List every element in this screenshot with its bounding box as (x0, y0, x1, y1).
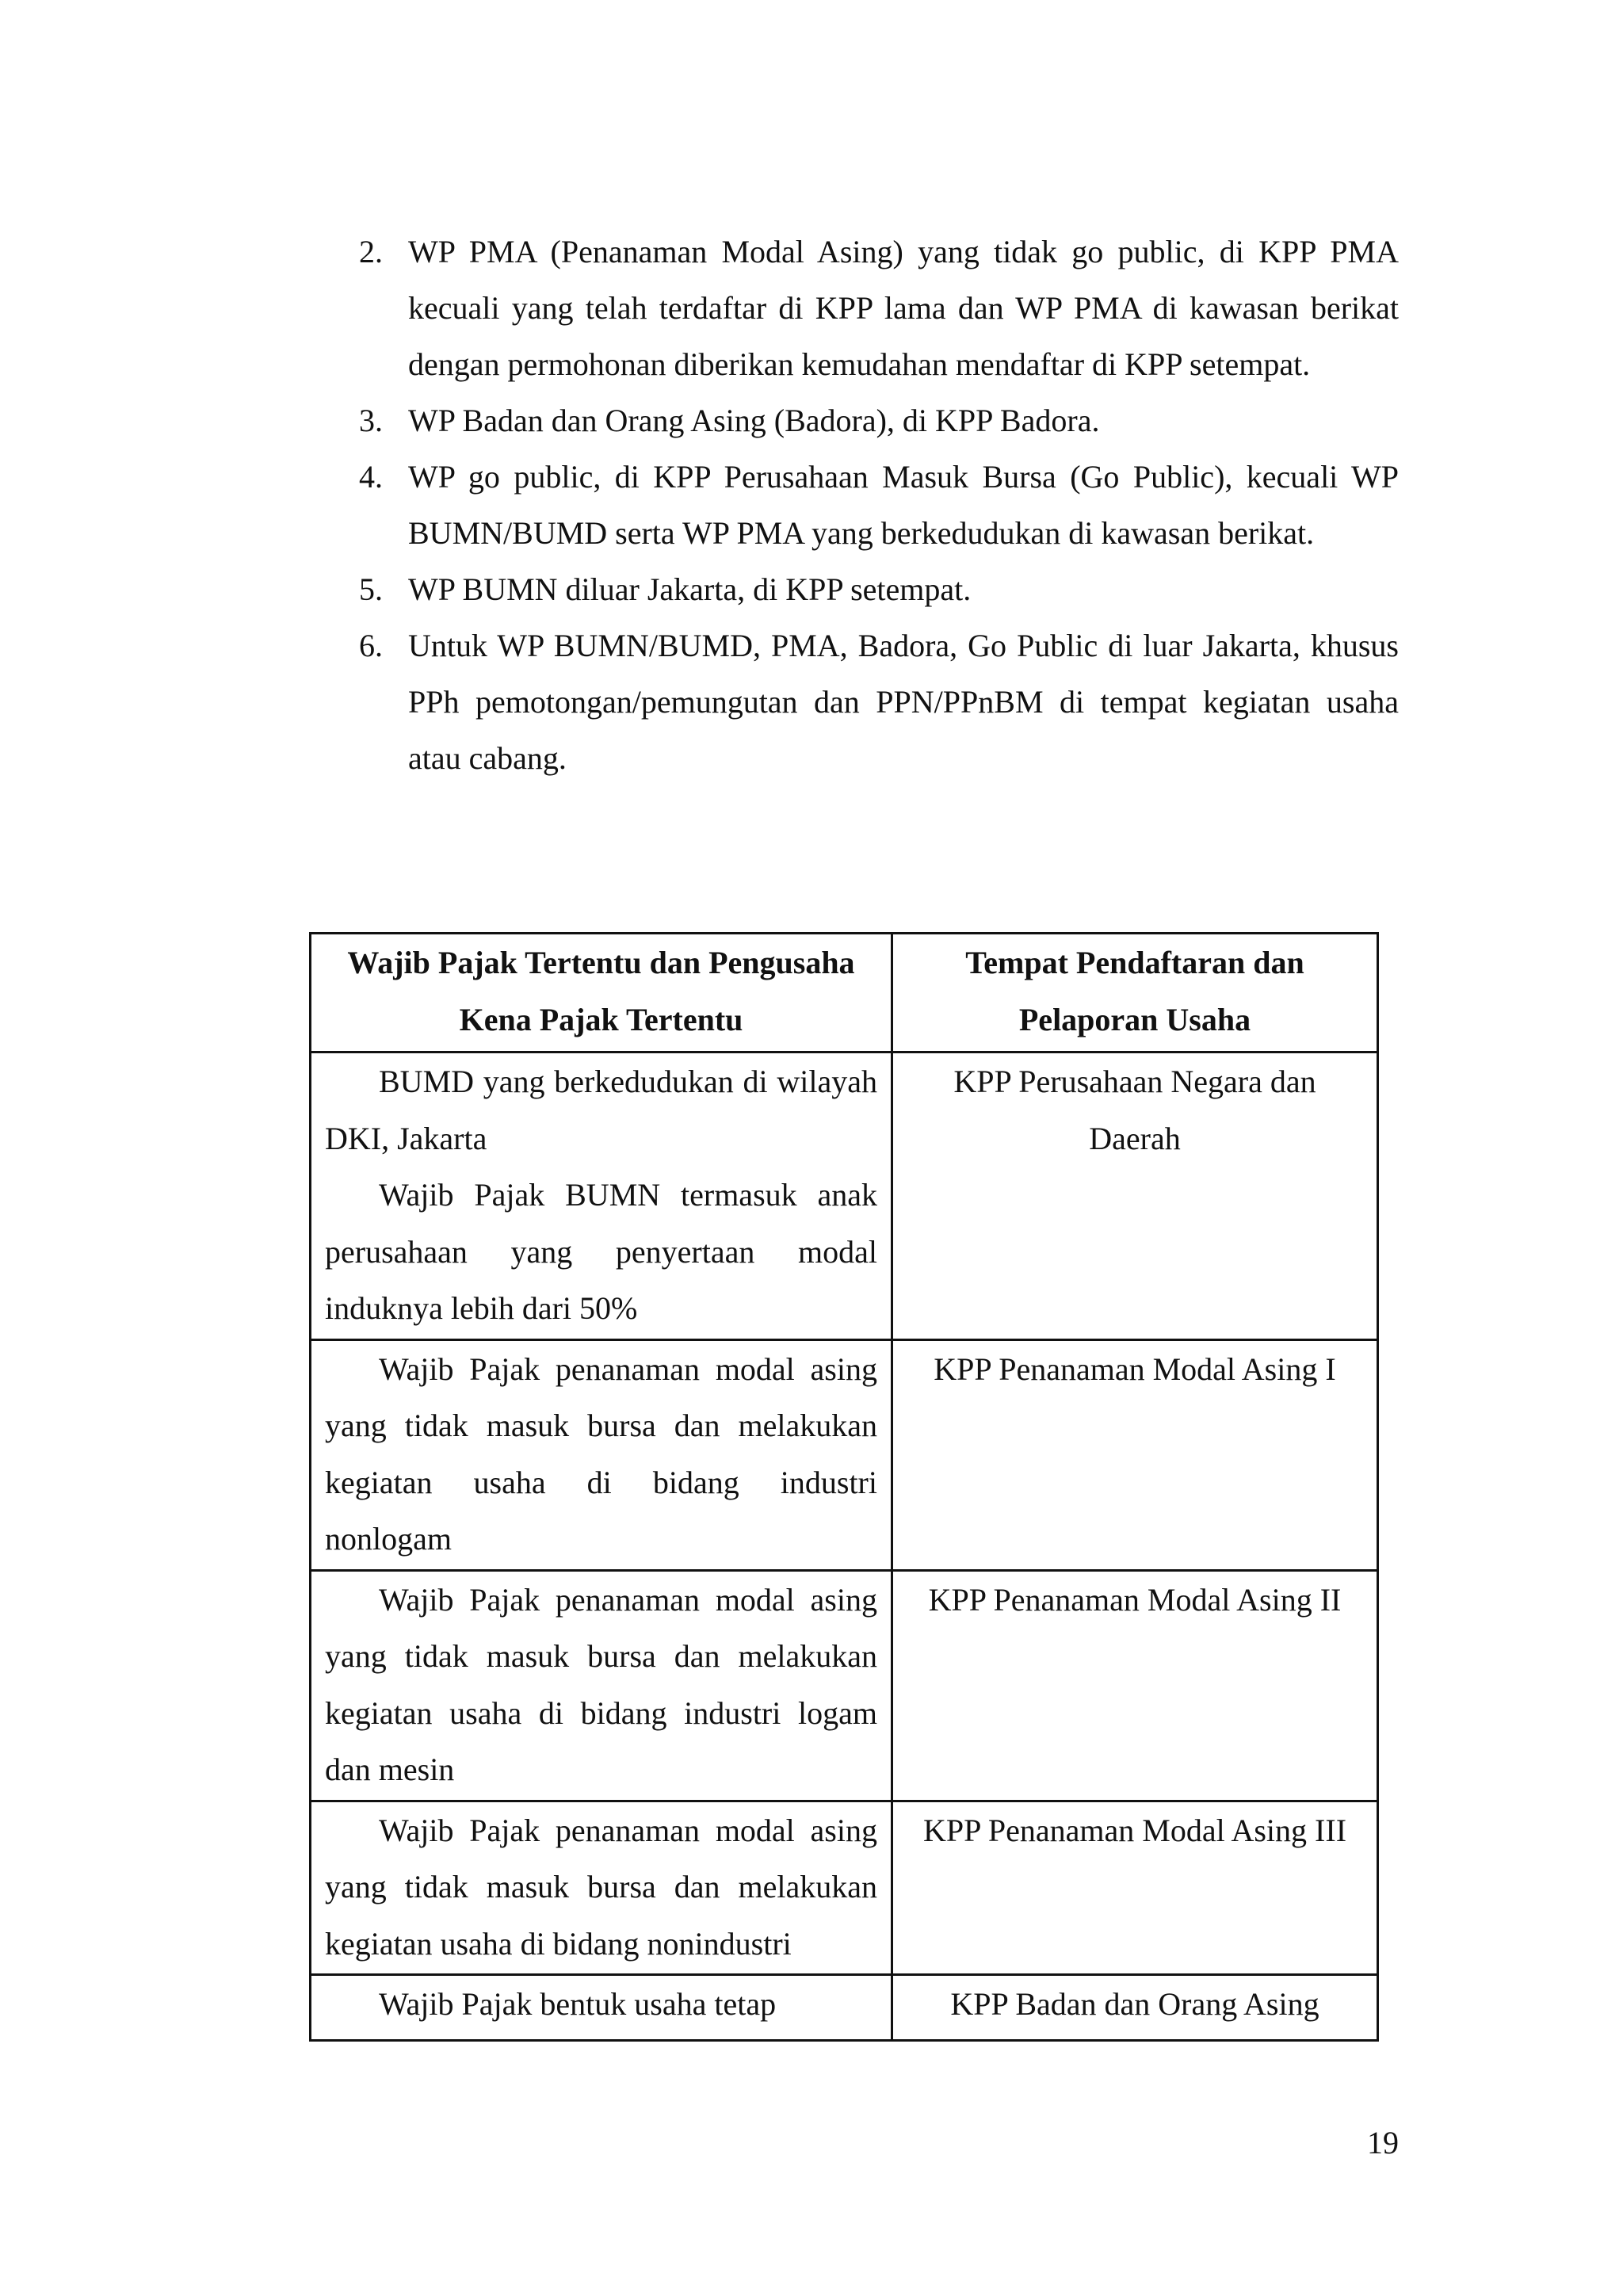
list-text: WP PMA (Penanaman Modal Asing) yang tidak go public, di KPP PMA kecuali yang telah terdaftar di KPP lama dan WP PMA di kawasan berikat dengan permohonan diberikan kemudahan mendaftar di KPP setempat. (408, 234, 1399, 382)
registration-office-cell: KPP Penanaman Modal Asing II (892, 1570, 1378, 1801)
taxpayer-cell (311, 1975, 892, 2041)
cell-paragraph: Wajib Pajak BUMN termasuk anak perusahaan yang penyertaan modal induknya lebih dari 50% (325, 1177, 877, 1326)
list-number: 5. (359, 571, 383, 607)
registration-office-cell: KPP Badan dan Orang Asing (892, 1975, 1378, 2041)
cell-paragraph: Wajib Pajak bentuk usaha tetap (379, 1986, 777, 2022)
list-text: WP BUMN diluar Jakarta, di KPP setempat. (408, 571, 972, 607)
list-item (353, 617, 1399, 786)
taxpayer-cell (311, 1052, 892, 1340)
table-row (311, 1801, 1378, 1975)
list-number: 2. (359, 234, 383, 269)
taxpayer-cell (311, 1339, 892, 1570)
list-item (353, 392, 1399, 449)
table-row (311, 1570, 1378, 1801)
taxpayer-cell (311, 1570, 892, 1801)
list-number: 6. (359, 628, 383, 663)
header-taxpayer-type: Wajib Pajak Tertentu dan Pengusaha Kena Pajak Tertentu (311, 934, 892, 1052)
cell-paragraph: Wajib Pajak penanaman modal asing yang tidak masuk bursa dan melakukan kegiatan usaha di bidang industri logam dan mesin (325, 1581, 877, 1787)
cell-paragraph: Wajib Pajak penanaman modal asing yang tidak masuk bursa dan melakukan kegiatan usaha di bidang nonindustri (325, 1812, 877, 1962)
registration-office-cell: KPP Penanaman Modal Asing I (892, 1339, 1378, 1570)
registration-office-cell: KPP Penanaman Modal Asing III (892, 1801, 1378, 1975)
tax-registration-table (309, 932, 1379, 2042)
list-text: WP go public, di KPP Perusahaan Masuk Bursa (Go Public), kecuali WP BUMN/BUMD serta WP PMA yang berkedudukan di kawasan berikat. (408, 459, 1399, 551)
taxpayer-cell (311, 1801, 892, 1975)
table-row (311, 1339, 1378, 1570)
table-row (311, 1052, 1378, 1340)
table-header-row (311, 934, 1378, 1052)
registration-office-cell: KPP Perusahaan Negara dan Daerah (892, 1052, 1378, 1340)
table-row (311, 1975, 1378, 2041)
list-item (353, 223, 1399, 392)
cell-paragraph: Wajib Pajak penanaman modal asing yang tidak masuk bursa dan melakukan kegiatan usaha di bidang industri nonlogam (325, 1350, 877, 1557)
list-text: WP Badan dan Orang Asing (Badora), di KPP Badora. (408, 403, 1100, 438)
list-item (353, 561, 1399, 617)
list-number: 4. (359, 459, 383, 495)
list-text: Untuk WP BUMN/BUMD, PMA, Badora, Go Public di luar Jakarta, khusus PPh pemotongan/pemungutan dan PPN/PPnBM di tempat kegiatan usaha atau cabang. (408, 628, 1399, 776)
header-registration-place: Tempat Pendaftaran dan Pelaporan Usaha (892, 934, 1378, 1052)
page-number: 19 (1367, 2125, 1399, 2160)
cell-paragraph: BUMD yang berkedudukan di wilayah DKI, Jakarta (325, 1064, 877, 1156)
tax-registration-table-wrapper (309, 932, 1377, 2042)
list-number: 3. (359, 403, 383, 438)
numbered-list (353, 223, 1399, 786)
list-item (353, 449, 1399, 561)
